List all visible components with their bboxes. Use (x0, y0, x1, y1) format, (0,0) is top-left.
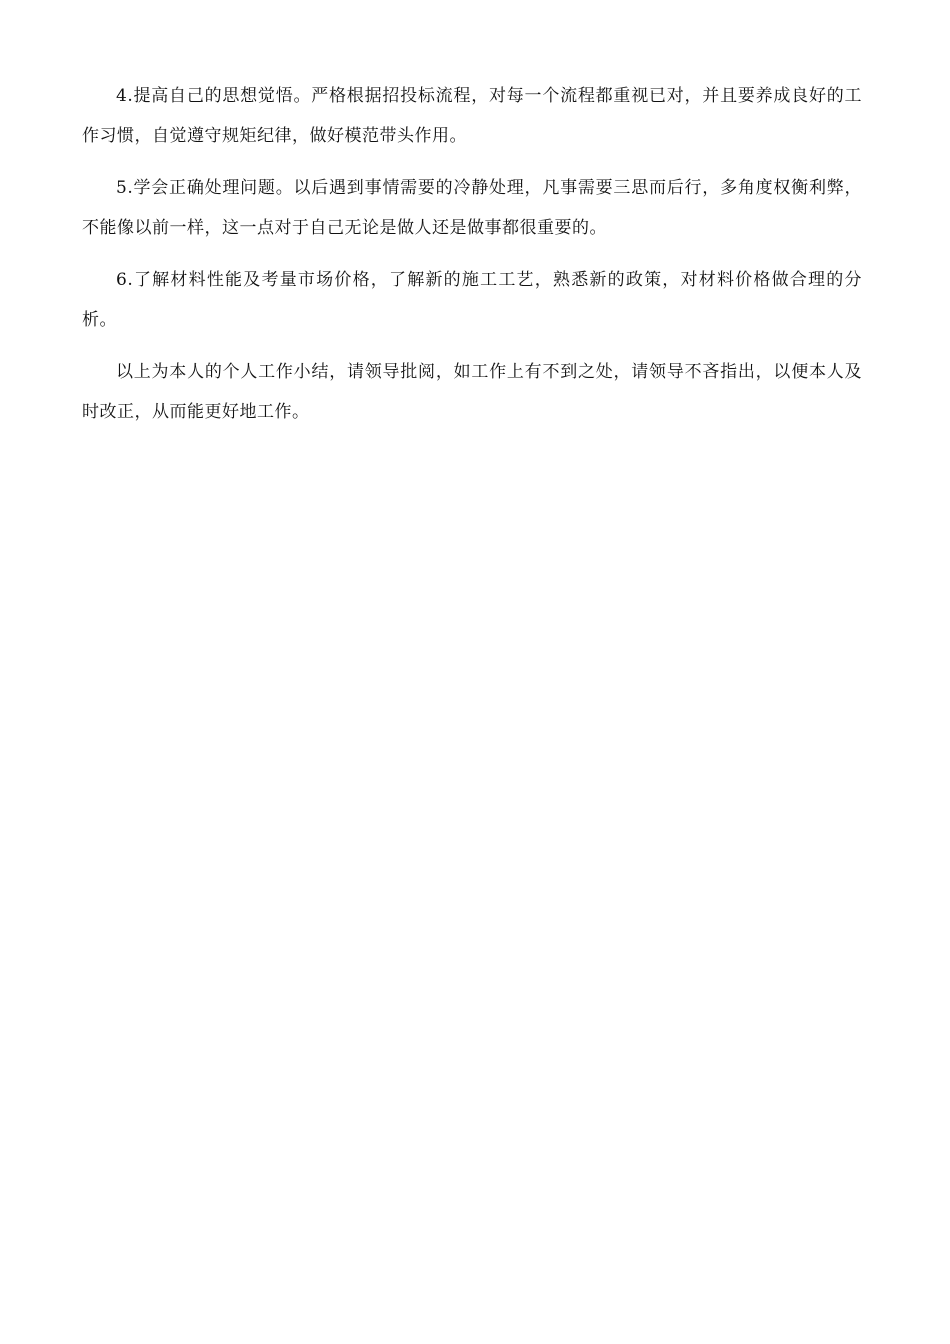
document-body (82, 76, 862, 444)
paragraph-item-5: 5.学会正确处理问题。以后遇到事情需要的冷静处理，凡事需要三思而后行，多角度权衡利弊，不能像以前一样，这一点对于自己无论是做人还是做事都很重要的。 (82, 178, 862, 238)
paragraph-item-6: 6.了解材料性能及考量市场价格，了解新的施工工艺，熟悉新的政策，对材料价格做合理的分析。 (82, 270, 862, 330)
paragraph-item-4: 4.提高自己的思想觉悟。严格根据招投标流程，对每一个流程都重视已对，并且要养成良好的工作习惯，自觉遵守规矩纪律，做好模范带头作用。 (82, 86, 862, 146)
closing-paragraph: 以上为本人的个人工作小结，请领导批阅，如工作上有不到之处，请领导不吝指出，以便本人及时改正，从而能更好地工作。 (82, 362, 862, 422)
